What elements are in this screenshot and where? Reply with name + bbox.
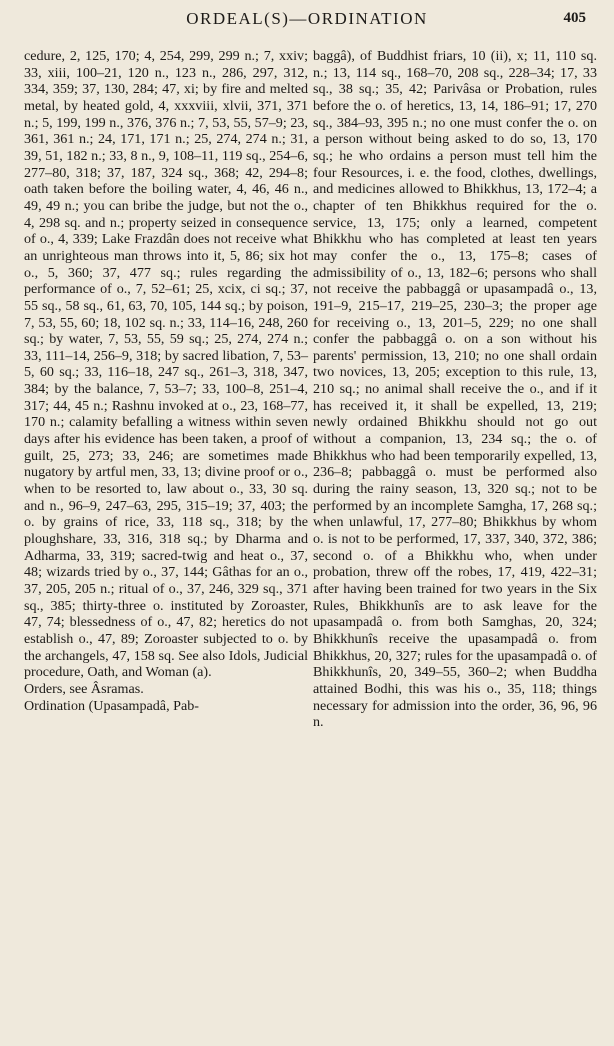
running-title: ORDEAL(S)—ORDINATION <box>186 9 428 28</box>
page-header <box>0 9 614 35</box>
page-number: 405 <box>563 10 586 26</box>
right-column <box>313 48 597 731</box>
index-entry-ordeals-continued: cedure, 2, 125, 170; 4, 254, 299, 299 n.; 7, xxiv; 33, xiii, 100–21, 120 n., 123 n., 286, 297, 312, 334, 359; 37, 130, 284; 47, xi; by fire and melted metal, by heated gold, 4, xxxviii, xlvii, 371, 371 n.; 5, 199, 199 n., 376, 376 n.; 7, 53, 55, 57–9; 23, 361, 361 n.; 24, 171, 171 n.; 25, 274, 274 n.; 31, 39, 51, 182 n.; 33, 8 n., 9, 108–11, 119 sq., 254–6, 277–80, 318; 37, 187, 324 sq., 368; 42, 294–8; oath taken before the boiling water, 4, 46, 46 n., 49, 49 n.; you can bribe the judge, but not the o., 4, 298 sq. and n.; property seized in consequence of o., 4, 339; Lake Frazdân does not receive what an unrighteous man throws into it, 5, 86; six hot o., 5, 360; 37, 477 sq.; rules regarding the performance of o., 7, 52–61; 25, xcix, ci sq.; 37, 55 sq., 58 sq., 61, 63, 70, 105, 144 sq.; by poison, 7, 53, 55, 60; 18, 102 sq. n.; 33, 114–16, 248, 260 sq.; by water, 7, 53, 55, 59 sq.; 25, 274, 274 n.; 33, 111–14, 256–9, 318; by sacred libation, 7, 53–5, 60 sq.; 33, 116–18, 247 sq., 261–3, 318, 347, 384; by the balance, 7, 53–7; 33, 100–8, 251–4, 317; 44, 45 n.; Rashnu invoked at o., 23, 168–77, 170 n.; calamity befalling a witness within seven days after his evidence has been taken, a proof of guilt, 25, 273; 33, 246; are sometimes made nugatory by artful men, 33, 13; divine proof or o., when to be resorted to, law about o., 33, 30 sq. and n., 96–9, 247–63, 295, 315–19; 37, 403; the o. by grains of rice, 33, 118 sq., 318; by the ploughshare, 33, 316, 318 sq.; by Dharma and Adharma, 33, 319; sacred-twig and heat o., 37, 48; wizards tried by o., 37, 144; Gâthas for an o., 37, 205, 205 n.; ritual of o., 37, 246, 329 sq., 371 sq., 385; thirty-three o. instituted by Zoroaster, 47, 74; blessedness of o., 47, 82; heretics do not establish o., 47, 89; Zoroaster subjected to o. by the archangels, 47, 158 sq. See also Idols, Judicial procedure, Oath, and Woman (a). <box>24 48 308 681</box>
index-entry-ordination-continued: baggâ), of Buddhist friars, 10 (ii), x; 11, 110 sq. n.; 13, 114 sq., 168–70, 208 sq., 228–34; 17, 33 sq., 38 sq.; 35, 42; Parivâsa or Probation, rules before the o. of heretics, 13, 14, 186–91; 17, 270 sq., 384–93, 395 n.; no one must confer the o. on a person without being asked to do so, 13, 170 sq.; he who ordains a person must tell him the four Resources, i. e. the food, clothes, dwellings, and medicines allowed to Bhikkhus, 13, 172–4; a chapter of ten Bhikkhus required for the o. service, 13, 175; only a learned, competent Bhikkhu who has completed at least ten years may confer the o., 13, 175–8; cases of admissibility of o., 13, 182–6; persons who shall not receive the pabbaggâ or upasampadâ o., 13, 191–9, 215–17, 219–25, 230–3; the proper age for receiving o., 13, 201–5, 229; no one shall confer the pabbaggâ o. on a son without his parents' permission, 13, 210; no one shall ordain two novices, 13, 205; exception to this rule, 13, 210 sq.; no animal shall receive the o., and if it has received it, it shall be expelled, 13, 219; newly ordained Bhikkhu should not go out without a companion, 13, 234 sq.; the o. of Bhikkhus who had been temporarily expelled, 13, 236–8; pabbaggâ o. must be performed also during the rainy season, 13, 320 sq.; not to be performed by an incomplete Samgha, 17, 268 sq.; when unlawful, 17, 277–80; Bhikkhus by whom o. is not to be performed, 17, 337, 340, 372, 386; second o. of a Bhikkhu who, when under probation, threw off the robes, 17, 419, 422–31; after having been trained for two years in the Six Rules, Bhikkhunîs are to ask leave for the upasampadâ o. from both Samghas, 20, 324; Bhikkhunîs receive the upasampadâ o. from Bhikkhus, 20, 327; rules for the upasampadâ o. of Bhikkhunîs, 20, 349–55, 360–2; when Buddha attained Bodhi, this was his o., 35, 118; things necessary for admission into the order, 36, 96, 96 n. <box>313 48 597 731</box>
index-entry-orders: Orders, see Âsramas. <box>24 680 144 697</box>
index-entry-ordination: Ordination (Upasampadâ, Pab- <box>24 697 199 714</box>
left-column <box>24 48 308 714</box>
